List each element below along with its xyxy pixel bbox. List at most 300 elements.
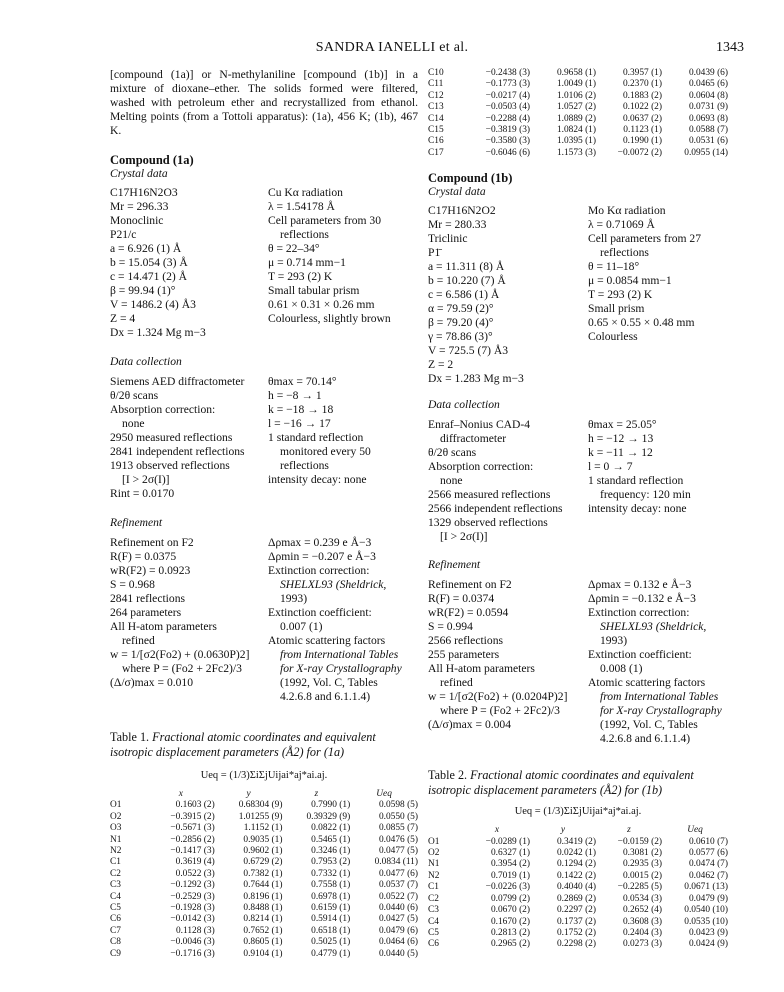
table-cell: 0.8488 (1) — [243, 903, 283, 914]
table-row — [110, 800, 418, 811]
crystal-1a-right-line: Cell parameters from 30 — [268, 214, 381, 227]
table-cell: 0.2652 (4) — [622, 905, 662, 916]
collection-1b-right-line: intensity decay: none — [588, 502, 687, 516]
table-cell: 0.2370 (1) — [622, 79, 662, 90]
table-cell: −0.1928 (3) — [170, 903, 215, 914]
data-collection-heading-1a: Data collection — [110, 355, 182, 368]
table-row — [110, 823, 418, 834]
refinement-1a-left-line: Refinement on F2 — [110, 536, 194, 549]
refinement-1b-left-line: All H-atom parameters — [428, 662, 535, 676]
refinement-1a-left-line: 264 parameters — [110, 606, 182, 619]
table-cell: 0.0477 (5) — [378, 846, 418, 857]
table-cell: −0.2856 (2) — [170, 834, 215, 845]
table-cell: 1.0395 (1) — [556, 136, 596, 147]
crystal-data-1a — [110, 186, 418, 340]
atom-label-cell: C17 — [428, 147, 444, 158]
right-column — [428, 68, 728, 951]
table-cell: 0.0540 (10) — [684, 905, 728, 916]
atom-label-cell: C14 — [428, 113, 444, 124]
atom-label-cell: C6 — [428, 939, 439, 950]
crystal-1a-right-line: μ = 0.714 mm−1 — [268, 256, 346, 269]
crystal-1b-right-line: Mo Kα radiation — [588, 204, 666, 218]
table-cell: 0.3608 (3) — [622, 916, 662, 927]
table-row — [428, 939, 728, 950]
crystal-data-1b — [428, 204, 728, 386]
refinement-1b — [428, 578, 728, 746]
table-cell: 1.1152 (1) — [243, 823, 283, 834]
table-cell: 0.7332 (1) — [311, 868, 351, 879]
atom-label-cell: C8 — [110, 937, 121, 948]
refinement-1a-right-line: Δρmin = −0.207 e Å−3 — [268, 550, 376, 563]
table-cell: 0.0477 (6) — [378, 868, 418, 879]
table-cell: −0.2438 (3) — [485, 68, 530, 78]
collection-1a-right-line: k = −18 → 18 — [268, 403, 334, 416]
atom-label-cell: O2 — [428, 848, 440, 859]
refinement-1b-right-line: Δρmax = 0.132 e Å−3 — [588, 578, 692, 592]
table-header-cell: z — [627, 825, 631, 836]
table-cell: −0.2288 (4) — [485, 113, 530, 124]
table-header-cell: y — [560, 825, 566, 836]
table-cell: 0.1670 (2) — [490, 916, 530, 927]
table-cell: 0.0822 (1) — [311, 823, 351, 834]
table-row — [428, 848, 728, 859]
table-cell: −0.3819 (3) — [485, 125, 530, 136]
refinement-1a-left-line: refined — [122, 634, 155, 647]
atom-label-cell: C1 — [110, 857, 121, 868]
table-cell: −0.0159 (2) — [617, 836, 662, 847]
table1-ueq-formula: Ueq = (1/3)ΣiΣjUijai*aj*ai.aj. — [200, 770, 328, 781]
table-cell: 0.0955 (14) — [684, 147, 728, 158]
crystal-1a-right-line: Small tabular prism — [268, 284, 360, 297]
crystal-1b-left-line: a = 11.311 (8) Å — [428, 260, 505, 274]
collection-1b-left-line: 2566 independent reflections — [428, 502, 563, 516]
collection-1a-left-line: 2841 independent reflections — [110, 445, 245, 458]
table-cell: 0.2297 (2) — [556, 905, 596, 916]
table-cell: 0.6729 (2) — [243, 857, 283, 868]
table-cell: 0.3957 (1) — [622, 68, 662, 78]
table-cell: 0.7558 (1) — [311, 880, 351, 891]
table-cell: 0.1990 (1) — [622, 136, 662, 147]
collection-1b-left-line: 2566 measured reflections — [428, 488, 551, 502]
left-column — [110, 68, 418, 960]
table-cell: 0.5914 (1) — [311, 914, 351, 925]
refinement-1b-left-line: refined — [440, 676, 473, 690]
collection-1b-right-line: θmax = 25.05° — [588, 418, 657, 432]
table-cell: 0.5465 (1) — [311, 834, 351, 845]
refinement-1a-right-line: for X-ray Crystallography — [280, 662, 402, 675]
table-row — [110, 926, 418, 937]
atom-label-cell: C10 — [428, 68, 444, 78]
table-cell: 0.1883 (2) — [622, 90, 662, 101]
table-cell: 0.1737 (2) — [556, 916, 596, 927]
crystal-1b-left-line: Triclinic — [428, 232, 468, 246]
table-cell: 0.0588 (7) — [688, 125, 728, 136]
table-row — [428, 928, 728, 939]
data-collection-heading-1b: Data collection — [428, 398, 500, 412]
table-cell: 0.6518 (1) — [311, 925, 351, 936]
collection-1a-left-line: Absorption correction: — [110, 403, 216, 416]
collection-1b-right-line: l = 0 → 7 — [588, 460, 633, 474]
refinement-1b-left-line: 255 parameters — [428, 648, 500, 662]
atom-label-cell: N1 — [428, 859, 440, 870]
table-cell: 0.0577 (6) — [688, 848, 728, 859]
table-cell: 0.0427 (5) — [378, 914, 418, 925]
table-cell: 0.0464 (6) — [378, 937, 418, 948]
table-cell: 1.0049 (1) — [556, 79, 596, 90]
table-cell: 0.0474 (7) — [688, 859, 728, 870]
crystal-1a-left-line: β = 99.94 (1)° — [110, 284, 176, 297]
table-row — [110, 903, 418, 914]
crystal-1b-right-line: T = 293 (2) K — [588, 288, 653, 302]
crystal-1a-left-line: b = 15.054 (3) Å — [110, 256, 188, 269]
table-cell: −0.0072 (2) — [617, 147, 662, 158]
table-cell: 0.39329 (9) — [306, 811, 351, 822]
refinement-1b-left-line: wR(F2) = 0.0594 — [428, 606, 509, 620]
crystal-1b-right-line: Small prism — [588, 302, 645, 316]
crystal-1a-left-line: Dx = 1.324 Mg m−3 — [110, 326, 206, 339]
table-cell: 0.0693 (8) — [688, 113, 728, 124]
table-cell: −0.0226 (3) — [485, 882, 530, 893]
table-row — [428, 136, 728, 147]
atom-label-cell: C2 — [428, 893, 439, 904]
collection-1a-left-line: 2950 measured reflections — [110, 431, 233, 444]
table2 — [428, 825, 728, 950]
table-cell: 0.0534 (3) — [622, 893, 662, 904]
refinement-1b-right-line: from International Tables — [600, 690, 719, 704]
table-cell: −0.0503 (4) — [485, 102, 530, 113]
collection-1a-left-line: Rint = 0.0170 — [110, 487, 175, 500]
table-row — [110, 914, 418, 925]
intro-paragraph: [compound (1a)] or N-methylaniline [compound (1b)] in a mixture of dioxane–ether. The solids formed were filtered, washed with petroleum ether and recrystallized from ethanol. Melting points (from a Tottoli apparatus): (1a), 456 K; (1b), 467 K. — [110, 68, 418, 137]
crystal-1b-left-line: Mr = 280.33 — [428, 218, 487, 232]
refinement-1b-left-line: (Δ/σ)max = 0.004 — [428, 718, 512, 732]
table-cell: 0.0423 (9) — [688, 927, 728, 938]
table-row — [110, 880, 418, 891]
atom-label-cell: C13 — [428, 102, 444, 113]
collection-1b-left-line: θ/2θ scans — [428, 446, 477, 460]
collection-1b-left-line: Absorption correction: — [428, 460, 534, 474]
table-cell: 0.2813 (2) — [490, 927, 530, 938]
table-cell: 0.0731 (9) — [688, 102, 728, 113]
collection-1a-right-line: l = −16 → 17 — [268, 417, 331, 430]
crystal-1a-left-line: Mr = 296.33 — [110, 200, 169, 213]
crystal-1b-left-line: c = 6.586 (1) Å — [428, 288, 500, 302]
collection-1b-left-line: Enraf–Nonius CAD-4 — [428, 418, 531, 432]
table-cell: 0.0637 (2) — [622, 113, 662, 124]
table-cell: 0.1022 (2) — [622, 102, 662, 113]
table-cell: 0.0424 (9) — [688, 939, 728, 950]
table-header-cell: x — [178, 789, 183, 799]
crystal-1b-right-line: Colourless — [588, 330, 638, 344]
collection-1a-left-line: 1913 observed reflections — [110, 459, 230, 472]
table-cell: 0.0531 (6) — [688, 136, 728, 147]
crystal-data-heading-1a: Crystal data — [110, 167, 168, 180]
crystal-1b-right-line: λ = 0.71069 Å — [588, 218, 655, 232]
table-cell: 0.4779 (1) — [311, 948, 351, 959]
table-row — [428, 905, 728, 916]
table-cell: 0.8605 (1) — [243, 937, 283, 948]
table-cell: 1.0106 (2) — [556, 90, 596, 101]
table-cell: 0.2935 (3) — [622, 859, 662, 870]
table-header-cell: y — [246, 789, 251, 799]
table-cell: 0.7953 (2) — [311, 857, 351, 868]
table-cell: 0.3954 (2) — [490, 859, 530, 870]
table-row — [428, 882, 728, 893]
crystal-1a-right-line: T = 293 (2) K — [268, 270, 333, 283]
data-collection-1a — [110, 375, 418, 501]
crystal-1a-left-line: P21/c — [110, 228, 137, 241]
refinement-1b-right-line: SHELXL93 (Sheldrick, — [600, 620, 707, 634]
refinement-1b-right-line: 1993) — [600, 634, 628, 648]
refinement-1b-right-line: 0.008 (1) — [600, 662, 643, 676]
table2-label: Table 2. — [428, 768, 468, 783]
table-cell: 0.9602 (1) — [243, 846, 283, 857]
table1-title: Fractional atomic coordinates and equivalent isotropic displacement parameters (Å2) for (1a) — [110, 730, 376, 759]
table-cell: −0.3580 (3) — [485, 136, 530, 147]
table-cell: 0.0462 (7) — [688, 870, 728, 881]
crystal-data-heading-1b: Crystal data — [428, 185, 486, 199]
table-row — [428, 859, 728, 870]
table-cell: 0.7990 (1) — [311, 800, 351, 811]
collection-1a-left-line: θ/2θ scans — [110, 389, 159, 402]
table-cell: 1.1573 (3) — [556, 147, 596, 158]
table-header-cell — [428, 825, 464, 836]
table-cell: 0.3081 (2) — [622, 848, 662, 859]
crystal-1b-left-line: α = 79.59 (2)° — [428, 302, 494, 316]
table-row — [428, 125, 728, 136]
table1-caption — [110, 730, 418, 760]
table-cell: 0.0799 (2) — [490, 893, 530, 904]
crystal-1b-right-line: μ = 0.0854 mm−1 — [588, 274, 672, 288]
refinement-1a-left-line: wR(F2) = 0.0923 — [110, 564, 191, 577]
page-number: 1343 — [716, 40, 744, 55]
table-row — [428, 79, 728, 90]
refinement-1a-left-line: 2841 reflections — [110, 592, 186, 605]
refinement-heading-1b: Refinement — [428, 558, 481, 572]
table-row — [428, 148, 728, 159]
running-author: SANDRA IANELLI et al. — [315, 40, 469, 55]
table-cell: 0.7019 (1) — [490, 870, 530, 881]
crystal-1a-right-line: λ = 1.54178 Å — [268, 200, 335, 213]
table-cell: 0.0479 (9) — [688, 893, 728, 904]
table1 — [110, 789, 418, 960]
atom-label-cell: C3 — [110, 880, 121, 891]
table-cell: 0.0015 (2) — [622, 870, 662, 881]
table-cell: 0.0855 (7) — [378, 823, 418, 834]
crystal-1a-left-line: Z = 4 — [110, 312, 136, 325]
table-cell: 0.1752 (2) — [556, 927, 596, 938]
table-cell: −0.2529 (3) — [170, 891, 215, 902]
collection-1b-left-line: [I > 2σ(I)] — [440, 530, 488, 544]
table-cell: −0.0142 (3) — [170, 914, 215, 925]
atom-label-cell: N2 — [110, 846, 122, 857]
table-cell: −0.0046 (3) — [170, 937, 215, 948]
table2-caption — [428, 768, 728, 798]
table-row — [110, 949, 418, 960]
crystal-1a-right-line: θ = 22–34° — [268, 242, 320, 255]
refinement-1a-left-line: where P = (Fo2 + 2Fc2)/3 — [122, 662, 242, 675]
atom-label-cell: C16 — [428, 136, 444, 147]
table-cell: −0.1417 (3) — [170, 846, 215, 857]
table-cell: 0.3246 (1) — [311, 846, 351, 857]
table-cell: 0.3419 (2) — [556, 836, 596, 847]
refinement-1a-right-line: Δρmax = 0.239 e Å−3 — [268, 536, 372, 549]
table-row — [428, 102, 728, 113]
table-cell: 0.0671 (13) — [684, 882, 728, 893]
crystal-1b-left-line: C17H16N2O2 — [428, 204, 496, 218]
table-cell: 0.7652 (1) — [243, 925, 283, 936]
atom-label-cell: C15 — [428, 125, 444, 136]
collection-1a-left-line: Siemens AED diffractometer — [110, 375, 245, 388]
table1-label: Table 1. — [110, 730, 150, 744]
table-cell: 0.9035 (1) — [243, 834, 283, 845]
table-cell: 0.1294 (2) — [556, 859, 596, 870]
table-cell: 0.1123 (1) — [623, 125, 662, 136]
table-cell: −0.0289 (1) — [485, 836, 530, 847]
table-cell: 0.2298 (2) — [556, 939, 596, 950]
refinement-1b-right-line: Atomic scattering factors — [588, 676, 706, 690]
refinement-1b-right-line: Δρmin = −0.132 e Å−3 — [588, 592, 696, 606]
refinement-1b-left-line: S = 0.994 — [428, 620, 473, 634]
collection-1a-right-line: monitored every 50 — [280, 445, 371, 458]
collection-1b-right-line: frequency: 120 min — [600, 488, 691, 502]
table-cell: 0.2404 (3) — [622, 927, 662, 938]
crystal-1a-right-line: Cu Kα radiation — [268, 186, 343, 199]
crystal-1a-right-line: Colourless, slightly brown — [268, 312, 391, 325]
table-cell: 0.0476 (5) — [378, 834, 418, 845]
atom-label-cell: N1 — [110, 834, 122, 845]
refinement-1b-left-line: Refinement on F2 — [428, 578, 512, 592]
refinement-1b-right-line: (1992, Vol. C, Tables — [600, 718, 698, 732]
table-cell: 0.7644 (1) — [243, 880, 283, 891]
table-cell: 0.0604 (8) — [688, 90, 728, 101]
table-row — [428, 68, 728, 79]
table-header-row — [428, 825, 728, 836]
refinement-1a-right-line: Extinction correction: — [268, 564, 370, 577]
crystal-1b-right-line: reflections — [600, 246, 649, 260]
refinement-1b-left-line: R(F) = 0.0374 — [428, 592, 495, 606]
atom-label-cell: C3 — [428, 905, 439, 916]
table-header-cell: Ueq — [376, 789, 392, 799]
atom-label-cell: O1 — [110, 800, 122, 811]
table-cell: 0.0670 (2) — [490, 905, 530, 916]
crystal-1b-left-line: γ = 78.86 (3)° — [428, 330, 493, 344]
crystal-1b-right-line: 0.65 × 0.55 × 0.48 mm — [588, 316, 695, 330]
table-row — [110, 857, 418, 868]
table-cell: 0.0465 (6) — [688, 79, 728, 90]
table-cell: −0.2285 (5) — [617, 882, 662, 893]
table-header-cell: Ueq — [687, 825, 703, 836]
table-cell: −0.5671 (3) — [170, 823, 215, 834]
refinement-1a-right-line: (1992, Vol. C, Tables — [280, 676, 378, 689]
atom-label-cell: C4 — [110, 891, 121, 902]
collection-1a-right-line: intensity decay: none — [268, 473, 367, 486]
crystal-1b-left-line: Z = 2 — [428, 358, 454, 372]
table-cell: 0.0834 (11) — [374, 857, 418, 868]
atom-label-cell: C12 — [428, 90, 444, 101]
crystal-1b-right-line: Cell parameters from 27 — [588, 232, 701, 246]
table-cell: 0.6159 (1) — [311, 903, 351, 914]
refinement-heading-1a: Refinement — [110, 516, 163, 529]
atom-label-cell: C11 — [428, 79, 444, 90]
table-cell: 0.0550 (5) — [378, 811, 418, 822]
compound-1b-heading: Compound (1b) — [428, 171, 513, 186]
atom-label-cell: C5 — [110, 903, 121, 914]
table-cell: 0.8196 (1) — [243, 891, 283, 902]
table-cell: 0.7382 (1) — [243, 868, 283, 879]
refinement-1a-right-line: 1993) — [280, 592, 308, 605]
table-cell: −0.1716 (3) — [170, 948, 215, 959]
table-cell: 0.0610 (7) — [688, 836, 728, 847]
table-header-cell: z — [314, 789, 319, 799]
refinement-1b-left-line: 2566 reflections — [428, 634, 504, 648]
table-cell: 0.0273 (3) — [622, 939, 662, 950]
table2-ueq-formula: Ueq = (1/3)ΣiΣjUijai*aj*ai.aj. — [514, 806, 642, 818]
table-row — [110, 937, 418, 948]
crystal-1a-left-line: C17H16N2O3 — [110, 186, 178, 199]
crystal-1a-right-line: 0.61 × 0.31 × 0.26 mm — [268, 298, 375, 311]
atom-label-cell: O1 — [428, 836, 440, 847]
collection-1b-left-line: none — [440, 474, 463, 488]
collection-1a-left-line: [I > 2σ(I)] — [122, 473, 170, 486]
table-header-cell: x — [494, 825, 500, 836]
table-cell: −0.3915 (2) — [170, 811, 215, 822]
crystal-1b-left-line: V = 725.5 (7) Å3 — [428, 344, 509, 358]
table-row — [428, 837, 728, 848]
atom-label-cell: C2 — [110, 868, 121, 879]
crystal-1b-left-line: b = 10.220 (7) Å — [428, 274, 506, 288]
collection-1b-left-line: diffractometer — [440, 432, 507, 446]
table-cell: 0.0440 (6) — [378, 903, 418, 914]
table-row — [428, 917, 728, 928]
table-header-row — [110, 789, 418, 800]
atom-label-cell: C6 — [110, 914, 121, 925]
table-row — [428, 894, 728, 905]
table-cell: 0.0522 (3) — [175, 868, 215, 879]
table-cell: 0.0598 (5) — [378, 800, 418, 811]
collection-1a-left-line: none — [122, 417, 145, 430]
table-cell: 0.6327 (1) — [490, 848, 530, 859]
atom-label-cell: C4 — [428, 916, 439, 927]
table-cell: 1.0889 (2) — [556, 113, 596, 124]
refinement-1a-right-line: 4.2.6.8 and 6.1.1.4) — [280, 690, 371, 703]
refinement-1a-right-line: Extinction coefficient: — [268, 606, 372, 619]
atom-label-cell: O3 — [110, 823, 122, 834]
table-cell: 0.3619 (4) — [175, 857, 215, 868]
table-cell: 0.0479 (6) — [378, 925, 418, 936]
collection-1a-right-line: 1 standard reflection — [268, 431, 364, 444]
table-row — [428, 114, 728, 125]
crystal-1a-left-line: Monoclinic — [110, 214, 164, 227]
table-cell: 0.0537 (7) — [378, 880, 418, 891]
refinement-1b-right-line: Extinction correction: — [588, 606, 690, 620]
compound-1a-heading: Compound (1a) — [110, 153, 194, 167]
collection-1b-left-line: 1329 observed reflections — [428, 516, 548, 530]
table-cell: 0.68304 (9) — [238, 800, 283, 811]
atom-label-cell: O2 — [110, 811, 122, 822]
table-row — [110, 869, 418, 880]
table-cell: 0.2869 (2) — [556, 893, 596, 904]
crystal-1b-left-line: P1̄ — [428, 246, 441, 260]
table-cell: 1.0527 (2) — [556, 102, 596, 113]
refinement-1a-right-line: from International Tables — [280, 648, 399, 661]
atom-label-cell: C9 — [110, 948, 121, 959]
atom-label-cell: C1 — [428, 882, 439, 893]
refinement-1b-left-line: where P = (Fo2 + 2Fc2)/3 — [440, 704, 560, 718]
table-cell: 0.9658 (1) — [556, 68, 596, 78]
collection-1b-right-line: h = −12 → 13 — [588, 432, 654, 446]
table-cell: −0.1292 (3) — [170, 880, 215, 891]
